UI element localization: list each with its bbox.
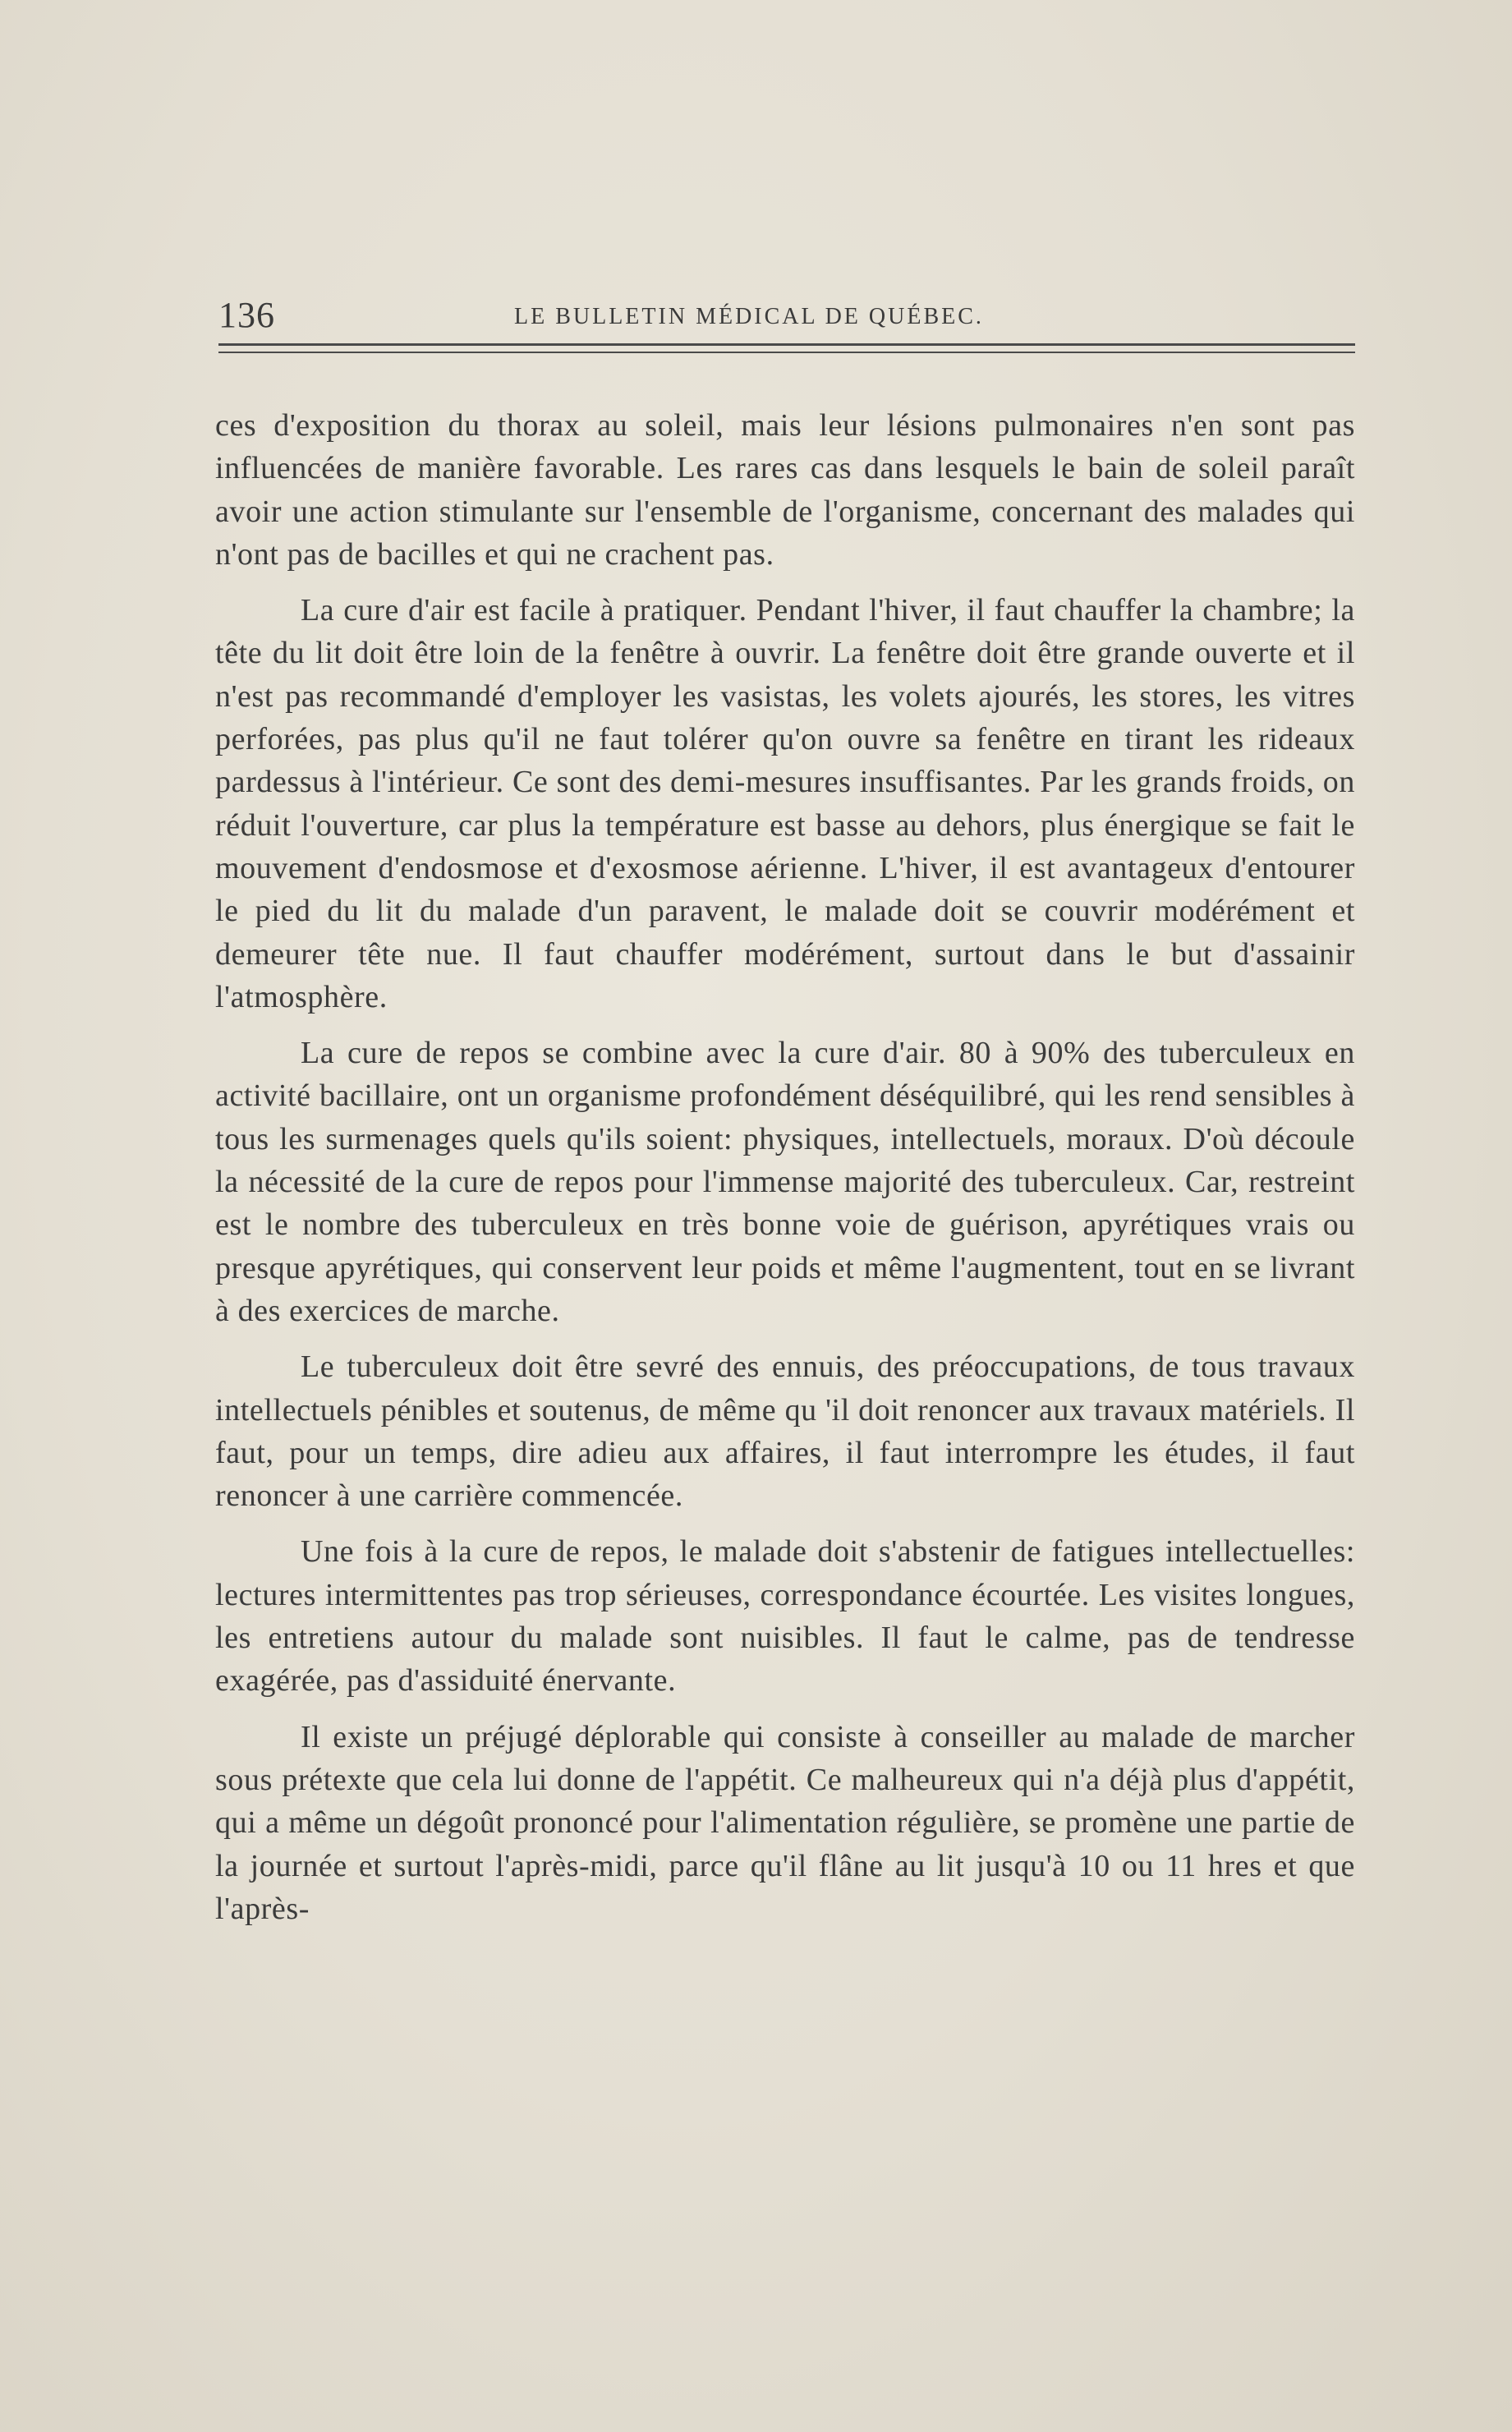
header-rule-bottom (218, 352, 1355, 353)
paragraph-5: Une fois à la cure de repos, le malade doit s'abstenir de fatigues intellectuelles: lectures intermittentes pas trop sérieuses, correspondance écourtée. Les visites longues, les entretiens autour du malade sont nuisibles. Il faut le calme, pas de tendresse exagérée, pas d'assiduité énervante. (215, 1534, 1355, 1699)
paragraph-2: La cure d'air est facile à pratiquer. Pendant l'hiver, il faut chauffer la chambre; la tête du lit doit être loin de la fenêtre à ouvrir. La fenêtre doit être grande ouverte et il n'est pas recommandé d'employer les vasistas, les volets ajourés, les stores, les vitres perforées, pas plus qu'il ne faut tolérer qu'on ouvre sa fenêtre en tirant les rideaux pardessus à l'intérieur. Ce sont des demi-mesures insuffisantes. Par les grands froids, on réduit l'ouverture, car plus la température est basse au dehors, plus énergique se fait le mouvement d'endosmose et d'exosmose aérienne. L'hiver, il est avantageux d'entourer le pied du lit du malade d'un paravent, le malade doit se couvrir modérément et demeurer tête nue. Il faut chauffer modérément, surtout dans le but d'assainir l'atmosphère. (215, 593, 1355, 1014)
running-title: LE BULLETIN MÉDICAL DE QUÉBEC. (514, 304, 984, 329)
body-text (215, 404, 1355, 1943)
paragraph-6: Il existe un préjugé déplorable qui consiste à conseiller au malade de marcher sous prétexte que cela lui donne de l'appétit. Ce malheureux qui n'a déjà plus d'appétit, qui a même un dégoût prononcé pour l'alimentation régulière, se promène une partie de la journée et surtout l'après-midi, parce qu'il flâne au lit jusqu'à 10 ou 11 hres et que l'après- (215, 1719, 1355, 1926)
paragraph-1: ces d'exposition du thorax au soleil, mais leur lésions pulmonaires n'en sont pas influencées de manière favorable. Les rares cas dans lesquels le bain de soleil paraît avoir une action stimulante sur l'ensemble de l'organisme, concernant des malades qui n'ont pas de bacilles et qui ne crachent pas. (215, 408, 1355, 572)
paragraph-3: La cure de repos se combine avec la cure d'air. 80 à 90% des tuberculeux en activité bacillaire, ont un organisme profondément déséquilibré, qui les rend sensibles à tous les surmenages quels qu'ils soient: physiques, intellectuels, moraux. D'où découle la nécessité de la cure de repos pour l'immense majorité des tuberculeux. Car, restreint est le nombre des tuberculeux en très bonne voie de guérison, apyrétiques vrais ou presque apyrétiques, qui conservent leur poids et même l'augmentent, tout en se livrant à des exercices de marche. (215, 1036, 1355, 1328)
page-number: 136 (218, 295, 275, 335)
paragraph-4: Le tuberculeux doit être sevré des ennuis, des préoccupations, de tous travaux intellectuels pénibles et soutenus, de même qu 'il doit renoncer aux travaux matériels. Il faut, pour un temps, dire adieu aux affaires, il faut interrompre les études, il faut renoncer à une carrière commencée. (215, 1349, 1355, 1514)
page-header (218, 294, 1355, 343)
header-rule-top (218, 343, 1355, 346)
